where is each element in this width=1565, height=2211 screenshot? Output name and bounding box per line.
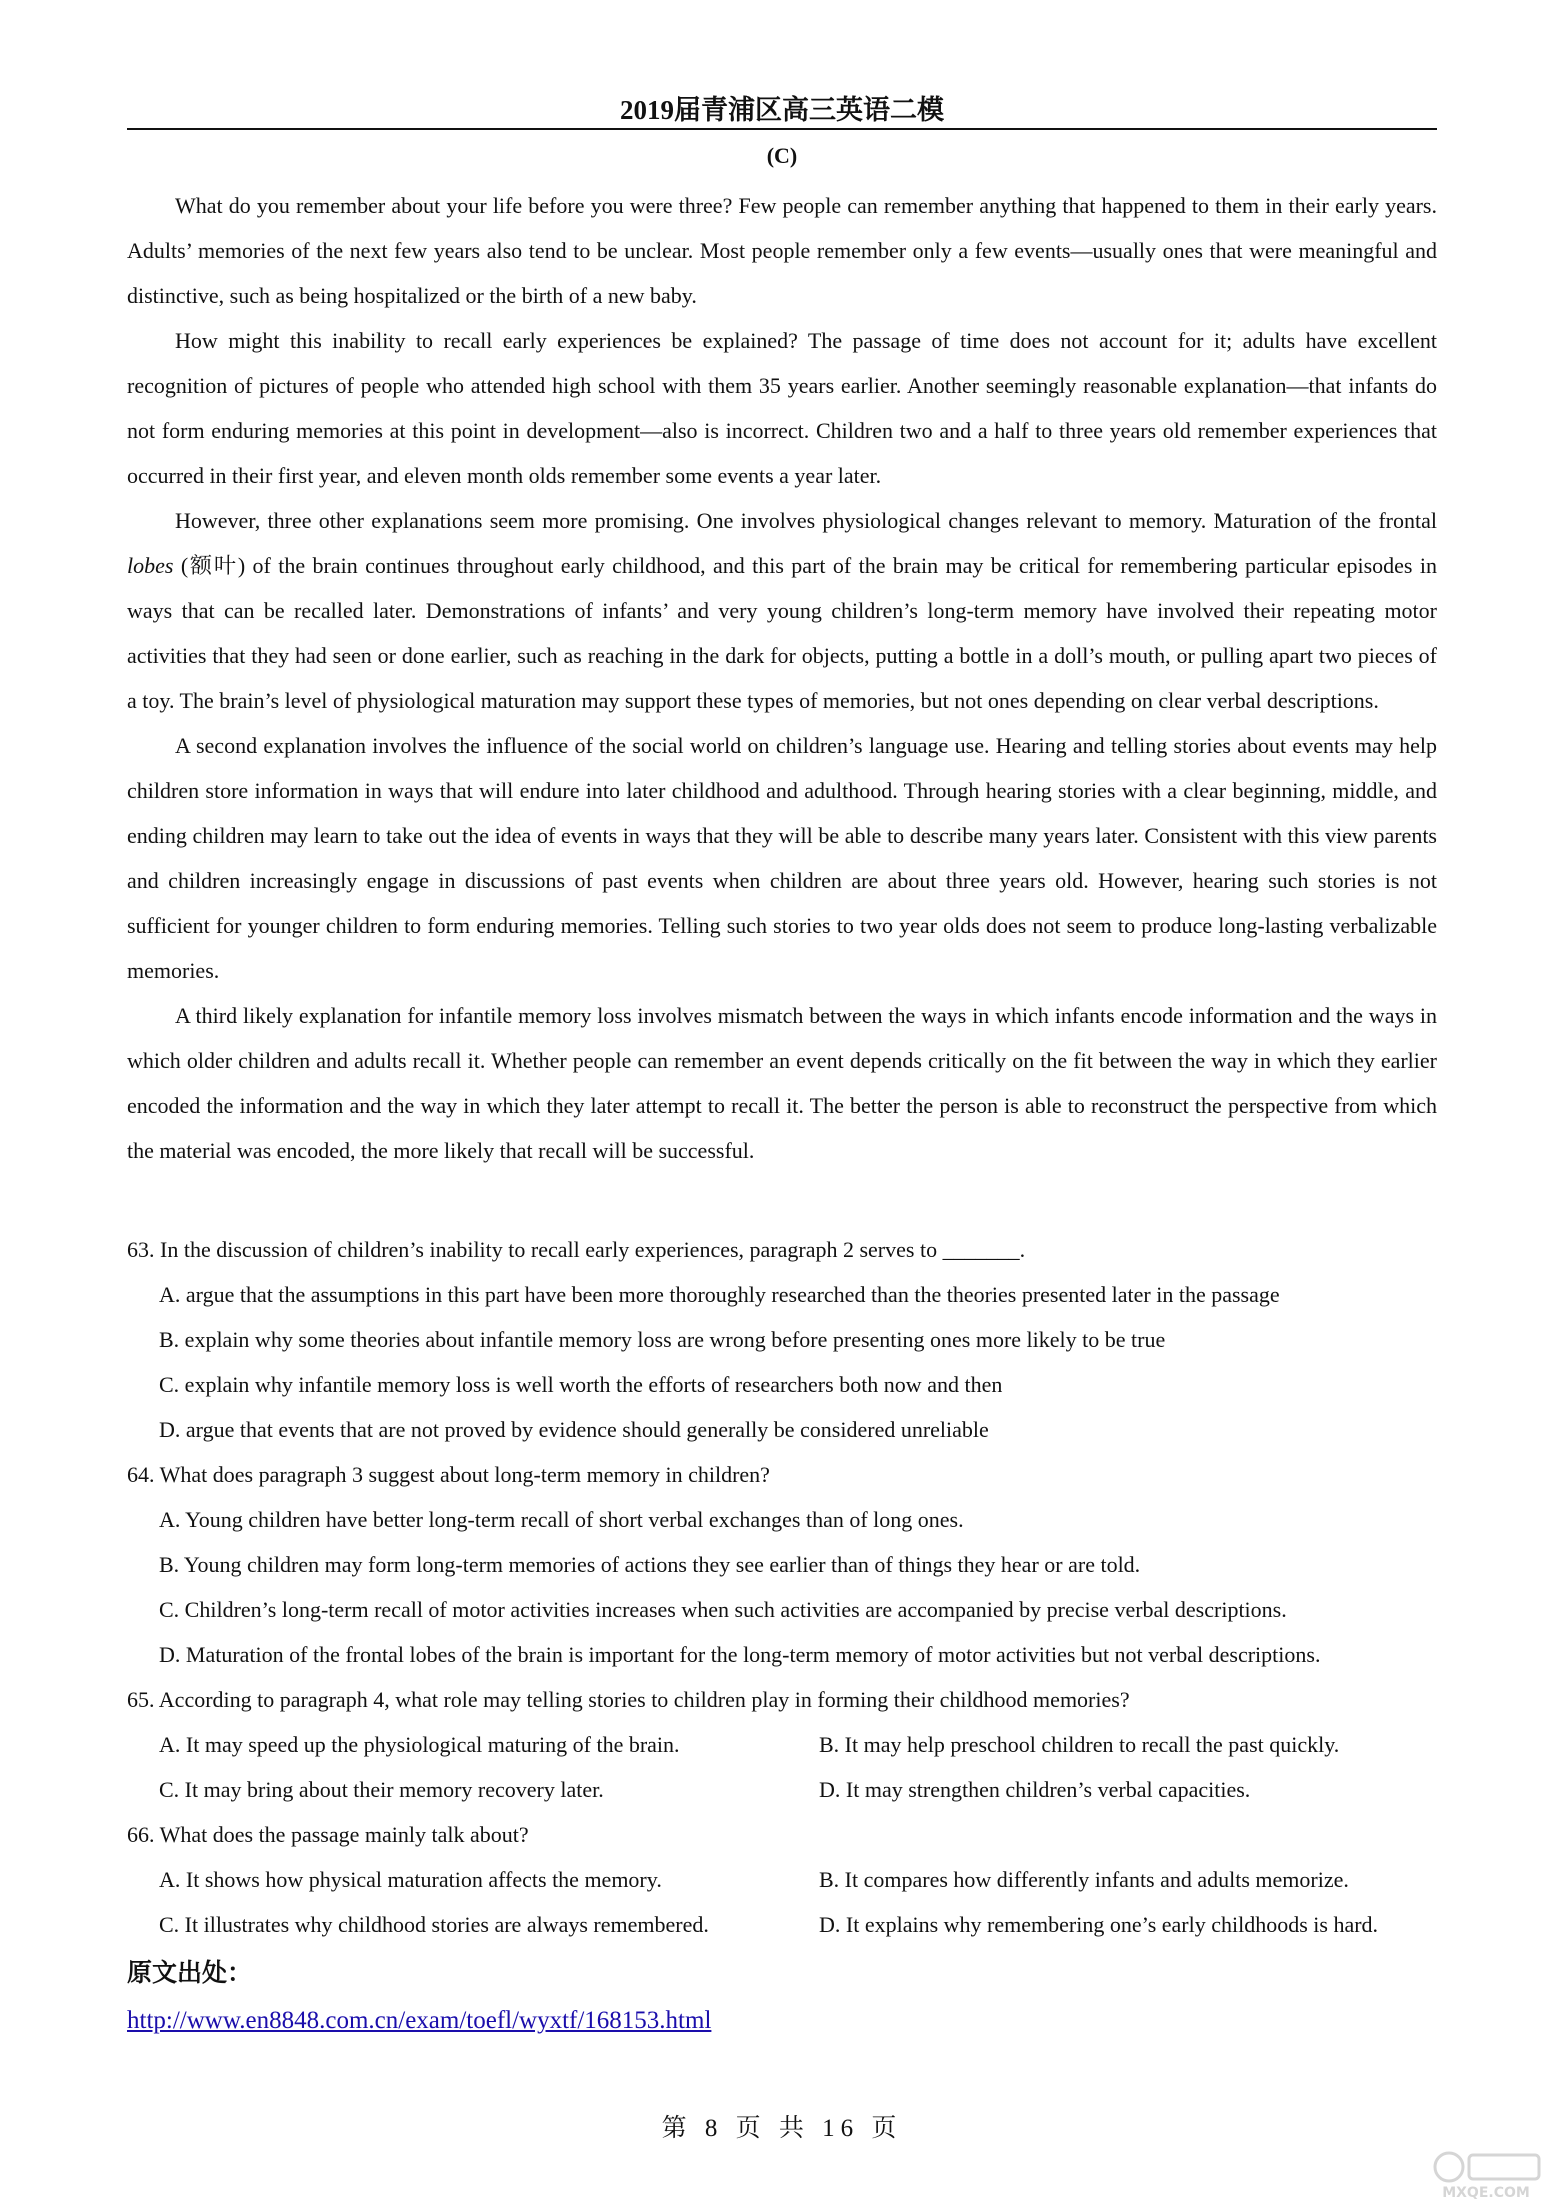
- question-66-stem: 66. What does the passage mainly talk about?: [127, 1822, 529, 1847]
- reading-passage: [127, 183, 1437, 1173]
- question-63-option-c: C. explain why infantile memory loss is well worth the efforts of researchers both now and then: [159, 1372, 1003, 1397]
- question-65-row-1: [127, 1722, 1437, 1767]
- question-66-option-a: A. It shows how physical maturation affects the memory.: [159, 1867, 662, 1892]
- question-63-option-b: B. explain why some theories about infantile memory loss are wrong before presenting ones more likely to be true: [159, 1327, 1166, 1352]
- watermark-logo-icon: [1421, 2145, 1551, 2201]
- section-label: (C): [766, 143, 798, 168]
- question-66-option-c: C. It illustrates why childhood stories are always remembered.: [159, 1912, 709, 1937]
- question-63-option-d: D. argue that events that are not proved by evidence should generally be considered unreliable: [159, 1417, 989, 1442]
- page-header-title: 2019届青浦区高三英语二模: [620, 95, 944, 125]
- source-link[interactable]: http://www.en8848.com.cn/exam/toefl/wyxtf/168153.html: [127, 2007, 712, 2034]
- passage-paragraph-2: How might this inability to recall early experiences be explained? The passage of time does not account for it; adults have excellent recognition of pictures of people who attended high school with them 35 years earlier. Another seemingly reasonable explanation—that infants do not form enduring memories at this point in development—also is incorrect. Children two and a half to three years old remember experiences that occurred in their first year, and eleven month olds remember some events a year later.: [127, 328, 1437, 488]
- question-63-option-a: A. argue that the assumptions in this part have been more thoroughly researched than the theories presented later in the passage: [159, 1282, 1280, 1307]
- question-65-stem: 65. According to paragraph 4, what role may telling stories to children play in forming their childhood memories?: [127, 1687, 1130, 1712]
- question-64-option-a: A. Young children have better long-term recall of short verbal exchanges than of long ones.: [159, 1507, 964, 1532]
- question-63-stem: 63. In the discussion of children’s inability to recall early experiences, paragraph 2 serves to _______.: [127, 1237, 1026, 1262]
- passage-paragraph-3: [127, 498, 1437, 723]
- watermark-text: MXQE.COM: [1442, 2185, 1530, 2201]
- question-66-row-1: [127, 1857, 1437, 1902]
- question-65-option-b: B. It may help preschool children to recall the past quickly.: [819, 1732, 1340, 1757]
- passage-paragraph-4: A second explanation involves the influence of the social world on children’s language use. Hearing and telling stories about events may help children store information in ways that will endure into later childhood and adulthood. Through hearing stories with a clear beginning, middle, and ending children may learn to take out the idea of events in ways that they will be able to describe many years later. Consistent with this view parents and children increasingly engage in discussions of past events when children are about three years old. However, hearing such stories is not sufficient for younger children to form enduring memories. Telling such stories to two year olds does not seem to produce long-lasting verbalizable memories.: [127, 733, 1437, 983]
- header-divider: [127, 128, 1437, 130]
- question-66-row-2: [127, 1902, 1437, 1947]
- question-66-option-d: D. It explains why remembering one’s early childhoods is hard.: [819, 1912, 1379, 1937]
- passage-paragraph-1: What do you remember about your life before you were three? Few people can remember anything that happened to them in their early years. Adults’ memories of the next few years also tend to be unclear. Most people remember only a few events—usually ones that were meaningful and distinctive, such as being hospitalized or the birth of a new baby.: [127, 193, 1437, 308]
- question-64-option-d: D. Maturation of the frontal lobes of the brain is important for the long-term memory of motor activities but not verbal descriptions.: [159, 1642, 1321, 1667]
- question-65-option-d: D. It may strengthen children’s verbal capacities.: [819, 1777, 1251, 1802]
- question-65-row-2: [127, 1767, 1437, 1812]
- paragraph-3-text-end: (额叶) of the brain continues throughout early childhood, and this part of the brain may be critical for remembering particular episodes in ways that can be recalled later. Demonstrations of infants’ and very young children’s long-term memory have involved their repeating motor activities that they had seen or done earlier, such as reaching in the dark for objects, putting a bottle in a doll’s mouth, or pulling apart two pieces of a toy. The brain’s level of physiological maturation may support these types of memories, but not ones depending on clear verbal descriptions.: [127, 553, 1437, 713]
- question-66-option-b: B. It compares how differently infants and adults memorize.: [819, 1867, 1349, 1892]
- question-64-option-c: C. Children’s long-term recall of motor activities increases when such activities are accompanied by precise verbal descriptions.: [159, 1597, 1287, 1622]
- question-64-stem: 64. What does paragraph 3 suggest about long-term memory in children?: [127, 1462, 770, 1487]
- question-list: [127, 1227, 1437, 1947]
- paragraph-3-text-start: However, three other explanations seem more promising. One involves physiological changes relevant to memory. Maturation of the frontal: [175, 508, 1437, 533]
- page-footer: 第 8 页 共 16 页: [661, 2115, 903, 2142]
- question-64-option-b: B. Young children may form long-term memories of actions they see earlier than of things they hear or are told.: [159, 1552, 1141, 1577]
- question-65-option-c: C. It may bring about their memory recovery later.: [159, 1777, 604, 1802]
- question-65-option-a: A. It may speed up the physiological maturing of the brain.: [159, 1732, 680, 1757]
- source-title: 原文出处：: [127, 1958, 253, 1987]
- passage-paragraph-5: A third likely explanation for infantile memory loss involves mismatch between the ways in which infants encode information and the ways in which older children and adults recall it. Whether people can remember an event depends critically on the fit between the way in which they earlier encoded the information and the way in which they later attempt to recall it. The better the person is able to reconstruct the perspective from which the material was encoded, the more likely that recall will be successful.: [127, 1003, 1437, 1163]
- term-lobes: lobes: [127, 553, 174, 578]
